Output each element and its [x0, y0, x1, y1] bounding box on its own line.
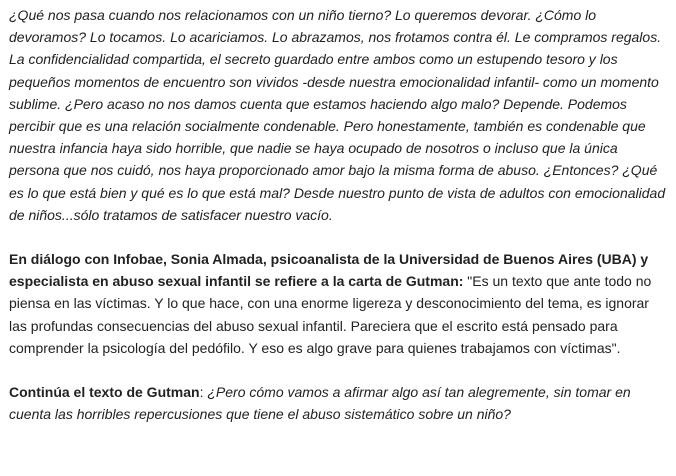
paragraph-quote-gutman [9, 4, 669, 226]
continuation-lead: Continúa el texto de Gutman [9, 384, 200, 401]
interview-lead: En diálogo con Infobae, Sonia Almada, psicoanalista de la Universidad de Buenos Aires (UBA) y especialista en abuso sexual infantil se refiere a la carta de Gutman: [9, 251, 649, 290]
paragraph-interview [9, 248, 669, 359]
article-body [9, 4, 669, 425]
continuation-colon: : [199, 384, 208, 401]
continuation-text: ¿Pero cómo vamos a afirmar algo así tan alegremente, sin tomar en cuenta las horribles repercusiones que tiene el abuso sistemático sobre un niño? [9, 384, 631, 423]
interview-quote: "Es un texto que ante todo no piensa en las víctimas. Y lo que hace, con una enorme ligereza y desconocimiento del tema, es ignorar las profundas consecuencias del abuso sexual infantil. Pareciera que el escrito está pensado para comprender la psicología del pedófilo. Y eso es algo grave para quienes trabajamos con víctimas". [9, 273, 652, 356]
paragraph-continuation [9, 381, 669, 425]
quoted-text: ¿Qué nos pasa cuando nos relacionamos con un niño tierno? Lo queremos devorar. ¿Cómo lo devoramos? Lo tocamos. Lo acariciamos. Lo abrazamos, nos frotamos contra él. Le compramos regalos. La confidencialidad compartida, el secreto guardado entre ambos como un estupendo tesoro y los pequeños momentos de encuentro son vividos -desde nuestra emocionalidad infantil- como un momento sublime. ¿Pero acaso no nos damos cuenta que estamos haciendo algo malo? Depende. Podemos percibir que es una relación socialmente condenable. Pero honestamente, también es condenable que nuestra infancia haya sido horrible, que nadie se haya ocupado de nosotros o incluso que la única persona que nos cuidó, nos haya proporcionado amor bajo la misma forma de abuso. ¿Entonces? ¿Qué es lo que está bien y qué es lo que está mal? Desde nuestro punto de vista de adultos con emocionalidad de niños...sólo tratamos de satisfacer nuestro vacío. [9, 7, 666, 223]
